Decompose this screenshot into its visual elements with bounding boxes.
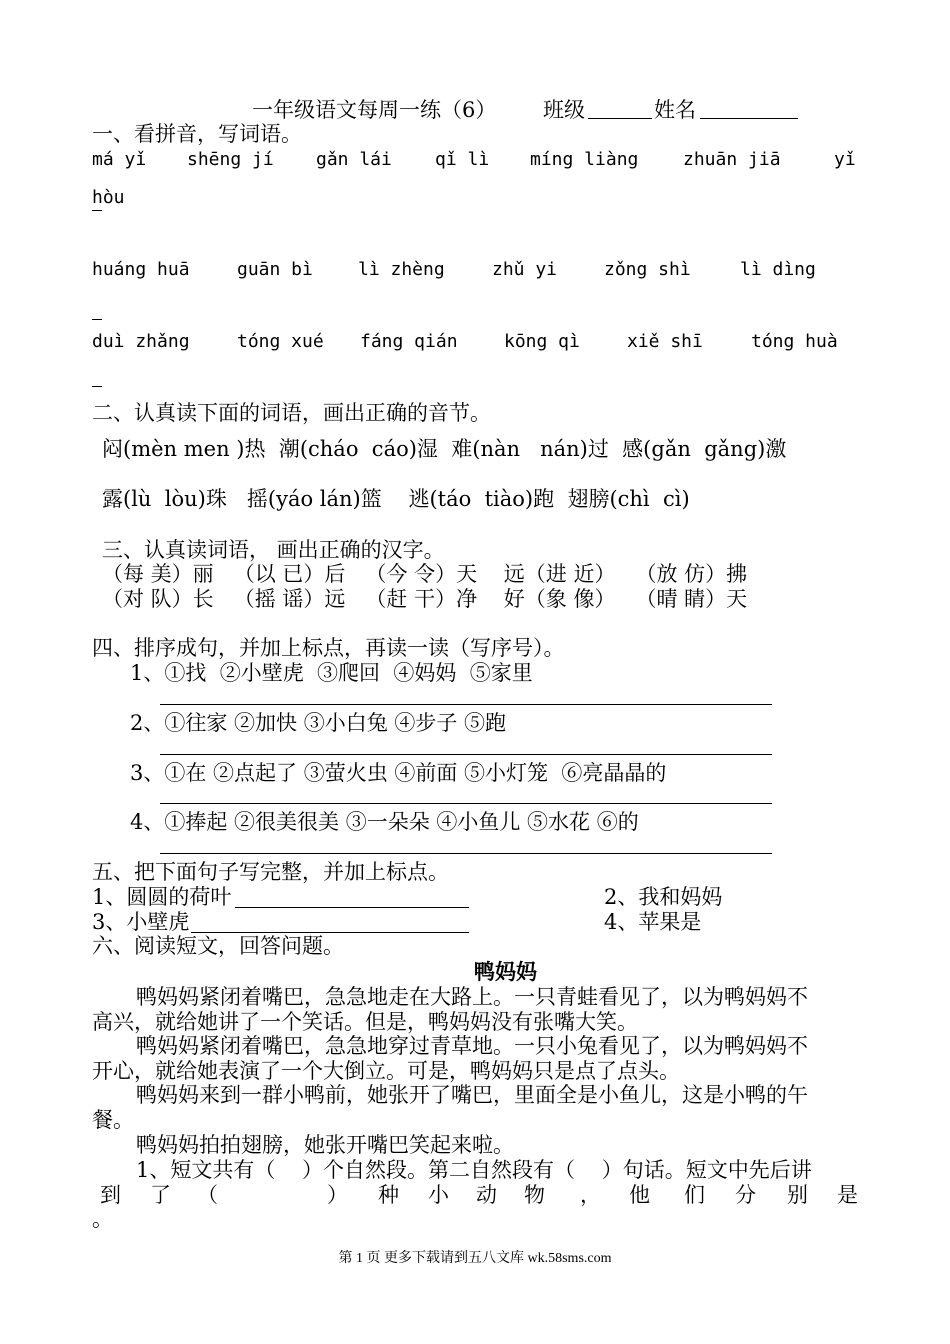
- question-char: 物: [524, 1183, 545, 1207]
- name-blank[interactable]: [700, 118, 798, 119]
- completion-item: 3、小壁虎: [92, 910, 190, 934]
- question-char: ，: [580, 1183, 601, 1207]
- completion-blank[interactable]: [235, 907, 469, 908]
- ordering-item: 3、①在 ②点起了 ③萤火虫 ④前面 ⑤小灯笼 ⑥亮晶晶的: [130, 761, 667, 785]
- story-line: 鸭妈妈紧闭着嘴巴，急急地走在大路上。一只青蛙看见了，以为鸭妈妈不: [136, 985, 808, 1009]
- question-char: 种: [378, 1183, 399, 1207]
- pinyin-item: huáng huā: [92, 259, 190, 280]
- pinyin-item: zǒng shì: [604, 259, 691, 280]
- question-char: 们: [684, 1183, 705, 1207]
- section-4-heading: 四、排序成句，并加上标点，再读一读（写序号）。: [92, 636, 565, 660]
- story-line: 餐。: [92, 1108, 134, 1132]
- question-char: 分: [735, 1183, 756, 1207]
- pinyin-item: zhuān jiā: [683, 149, 781, 170]
- answer-line[interactable]: [160, 803, 772, 804]
- story-line: 鸭妈妈来到一群小鸭前，她张开了嘴巴，里面全是小鱼儿，这是小鸭的午: [136, 1083, 808, 1107]
- class-label: 班级: [543, 98, 585, 122]
- character-row[interactable]: （对 队）长 （摇 谣）远 （赶 干）净 好（象 像） （晴 睛）天: [102, 587, 748, 611]
- page-footer: 第 1 页 更多下载请到五八文库 wk.58sms.com: [338, 1251, 612, 1266]
- story-line: 鸭妈妈紧闭着嘴巴，急急地穿过青草地。一只小兔看见了，以为鸭妈妈不: [136, 1034, 808, 1058]
- pinyin-item: hòu: [92, 187, 125, 208]
- name-label: 姓名: [654, 98, 696, 122]
- pinyin-item: tóng xué: [237, 331, 324, 352]
- worksheet-title: 一年级语文每周一练（6）: [252, 98, 497, 122]
- pinyin-item: lì dìng: [740, 259, 816, 280]
- ordering-item: 2、①往家 ②加快 ③小白兔 ④步子 ⑤跑: [130, 711, 507, 735]
- question-line: 1、短文共有（ ）个自然段。第二自然段有（ ）句话。短文中先后讲: [136, 1158, 812, 1182]
- story-line: 开心，就给她表演了一个大倒立。可是，鸭妈妈只是点了点头。: [92, 1059, 680, 1083]
- syllable-row[interactable]: 露(lù lòu)珠 摇(yáo lán)篮 逃(táo tiào)跑 翅膀(chì cì): [102, 487, 690, 511]
- pinyin-item: xiě shī: [627, 331, 703, 352]
- pinyin-item: shēng jí: [187, 149, 274, 170]
- answer-dash[interactable]: [92, 386, 102, 387]
- completion-item: 2、我和妈妈: [604, 885, 723, 909]
- ordering-item: 4、①捧起 ②很美很美 ③一朵朵 ④小鱼儿 ⑤水花 ⑥的: [130, 810, 639, 834]
- question-char: 别: [787, 1183, 808, 1207]
- class-blank[interactable]: [588, 118, 652, 119]
- syllable-row[interactable]: 闷(mèn men )热 潮(cháo cáo)湿 难(nàn nán)过 感(gǎn gǎng)激: [102, 437, 787, 461]
- section-1-heading: 一、看拼音，写词语。: [92, 122, 302, 146]
- pinyin-item: guān bì: [237, 259, 313, 280]
- answer-line[interactable]: [160, 754, 772, 755]
- question-char: （: [197, 1183, 218, 1207]
- character-row[interactable]: （每 美）丽 （以 已）后 （今 令）天 远（进 近） （放 仿）拂: [102, 562, 748, 586]
- ordering-item: 1、①找 ②小壁虎 ③爬回 ④妈妈 ⑤家里: [130, 661, 533, 685]
- pinyin-item: yǐ: [834, 149, 856, 170]
- pinyin-item: kōng qì: [504, 331, 580, 352]
- pinyin-item: tóng huà: [751, 331, 838, 352]
- question-char: 他: [629, 1183, 650, 1207]
- section-3-heading: 三、认真读词语， 画出正确的汉字。: [102, 538, 445, 562]
- pinyin-item: míng liàng: [530, 149, 639, 170]
- completion-item: 1、圆圆的荷叶: [92, 885, 232, 909]
- pinyin-item: lì zhèng: [358, 259, 445, 280]
- pinyin-item: qǐ lì: [435, 149, 490, 170]
- question-char: 是: [837, 1183, 858, 1207]
- pinyin-item: má yǐ: [92, 149, 147, 170]
- pinyin-item: duì zhǎng: [92, 331, 190, 352]
- story-title: 鸭妈妈: [474, 960, 537, 984]
- pinyin-item: gǎn lái: [316, 149, 392, 170]
- question-char: 了: [150, 1183, 171, 1207]
- answer-dash[interactable]: [92, 319, 102, 320]
- section-5-heading: 五、把下面句子写完整，并加上标点。: [92, 860, 449, 884]
- section-6-heading: 六、阅读短文，回答问题。: [92, 934, 344, 958]
- question-char: 动: [476, 1183, 497, 1207]
- answer-line[interactable]: [160, 853, 772, 854]
- pinyin-item: fáng qián: [360, 331, 458, 352]
- question-line-end: 。: [92, 1207, 113, 1231]
- story-line: 高兴，就给她讲了一个笑话。但是，鸭妈妈没有张嘴大笑。: [92, 1010, 638, 1034]
- question-char: 小: [428, 1183, 449, 1207]
- answer-line[interactable]: [160, 704, 772, 705]
- answer-dash[interactable]: [92, 210, 102, 211]
- completion-blank[interactable]: [191, 932, 469, 933]
- pinyin-item: zhǔ yi: [492, 259, 558, 280]
- question-char: 到: [100, 1183, 121, 1207]
- question-char: ）: [327, 1183, 348, 1207]
- section-2-heading: 二、认真读下面的词语，画出正确的音节。: [92, 401, 491, 425]
- story-line: 鸭妈妈拍拍翅膀，她张开嘴巴笑起来啦。: [136, 1133, 514, 1157]
- completion-item: 4、苹果是: [604, 910, 702, 934]
